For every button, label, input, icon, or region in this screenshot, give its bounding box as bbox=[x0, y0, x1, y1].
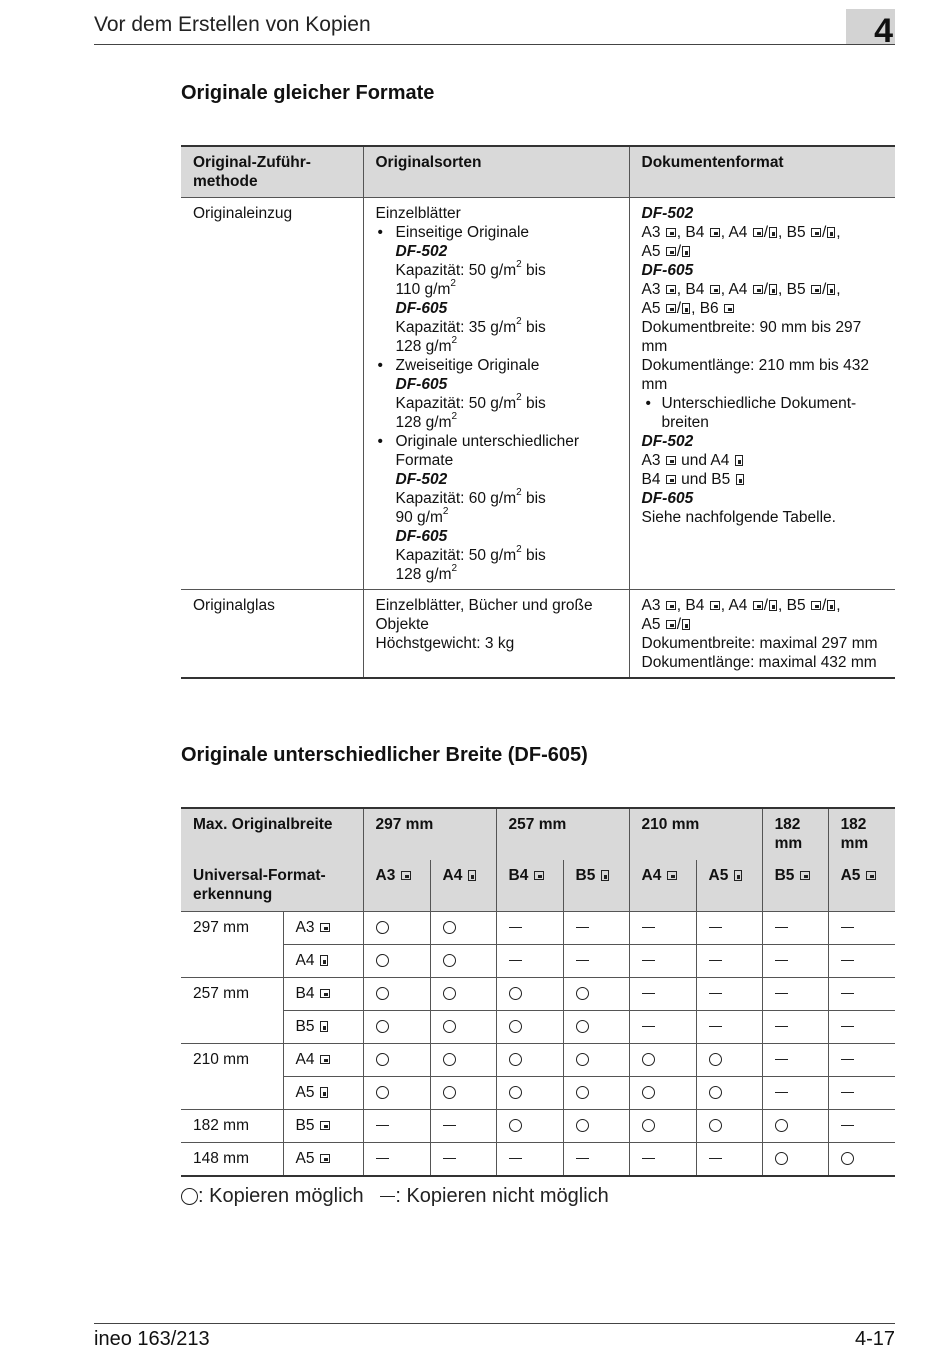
dash-icon bbox=[841, 993, 854, 994]
row-width: 148 mm bbox=[181, 1143, 283, 1177]
col-b5: B5 bbox=[762, 860, 828, 912]
portrait-icon bbox=[682, 619, 690, 630]
copy-cell bbox=[496, 1077, 563, 1110]
dash-icon bbox=[443, 1125, 456, 1126]
landscape-icon bbox=[811, 601, 821, 610]
circle-icon bbox=[443, 921, 456, 934]
landscape-icon bbox=[666, 304, 676, 313]
row-width: 297 mm bbox=[181, 912, 283, 945]
copy-cell bbox=[629, 1011, 696, 1044]
circle-icon bbox=[376, 1086, 389, 1099]
copy-cell bbox=[828, 1044, 895, 1077]
dash-icon bbox=[775, 960, 788, 961]
copy-cell bbox=[762, 1143, 828, 1177]
dash-icon bbox=[841, 1092, 854, 1093]
copy-cell bbox=[828, 1011, 895, 1044]
dash-icon bbox=[775, 1059, 788, 1060]
landscape-icon bbox=[753, 601, 763, 610]
landscape-icon bbox=[534, 871, 544, 880]
copy-cell bbox=[629, 912, 696, 945]
copy-cell bbox=[563, 1110, 629, 1143]
copy-cell bbox=[563, 978, 629, 1011]
portrait-icon bbox=[734, 870, 742, 881]
copy-cell bbox=[430, 1143, 496, 1177]
circle-icon bbox=[642, 1053, 655, 1066]
row-size: A4 bbox=[283, 945, 363, 978]
col-a4: A4 bbox=[430, 860, 496, 912]
portrait-icon bbox=[769, 284, 777, 295]
dash-icon bbox=[642, 1158, 655, 1159]
landscape-icon bbox=[667, 871, 677, 880]
copy-cell bbox=[363, 1011, 430, 1044]
landscape-icon bbox=[401, 871, 411, 880]
copy-cell bbox=[563, 1143, 629, 1177]
landscape-icon bbox=[710, 228, 720, 237]
circle-icon bbox=[509, 1053, 522, 1066]
circle-icon bbox=[709, 1086, 722, 1099]
circle-icon bbox=[376, 954, 389, 967]
circle-icon bbox=[443, 1086, 456, 1099]
row-width bbox=[181, 945, 283, 978]
copy-cell bbox=[363, 978, 430, 1011]
landscape-icon bbox=[666, 456, 676, 465]
portrait-icon bbox=[682, 246, 690, 257]
mixed-width-table bbox=[181, 807, 895, 1177]
table-row bbox=[181, 945, 895, 978]
circle-icon bbox=[576, 1086, 589, 1099]
circle-icon bbox=[376, 921, 389, 934]
portrait-icon bbox=[827, 227, 835, 238]
row-size: A5 bbox=[283, 1077, 363, 1110]
types-cell: Einzelblätter • Einseitige Originale DF-502 Kapazität: 50 $g/m^2$ bis 110 $g/m^2$ DF-605 Kapazität: 35 $g/m^2$ bis 128 $g/m^2$ • Zweiseitige Originale DF-605 Kapazität: 50 $g/m^2$ bis 128 $g/m^2$ • Originale unterschiedlicher Formate DF-502 Kapazität: 60 $g/m^2$ bis 90 $g/m^2$ DF-605 Kapazität: 50 $g/m^2$ bis 128 $g/m^2$ bbox=[363, 198, 629, 590]
dash-icon bbox=[576, 927, 589, 928]
copy-cell bbox=[696, 1110, 762, 1143]
copy-cell bbox=[629, 1110, 696, 1143]
row-width bbox=[181, 1077, 283, 1110]
col-header-types: Originalsorten bbox=[363, 146, 629, 198]
dash-icon bbox=[841, 927, 854, 928]
header-width-257: 257 mm bbox=[496, 808, 629, 860]
landscape-icon bbox=[811, 228, 821, 237]
circle-icon bbox=[576, 1119, 589, 1132]
dash-icon bbox=[642, 993, 655, 994]
landscape-icon bbox=[320, 1154, 330, 1163]
copy-cell bbox=[363, 1143, 430, 1177]
header-max-width: Max. Originalbreite bbox=[181, 808, 363, 860]
chapter-tab bbox=[846, 9, 895, 50]
dash-icon bbox=[709, 1026, 722, 1027]
copy-cell bbox=[828, 945, 895, 978]
landscape-icon bbox=[320, 923, 330, 932]
copy-cell bbox=[430, 912, 496, 945]
copy-cell bbox=[430, 1011, 496, 1044]
dash-icon bbox=[380, 1196, 395, 1197]
copy-cell bbox=[496, 1143, 563, 1177]
copy-cell bbox=[762, 945, 828, 978]
circle-icon bbox=[443, 954, 456, 967]
copy-cell bbox=[696, 1011, 762, 1044]
portrait-icon bbox=[601, 870, 609, 881]
chapter-number: 4 bbox=[874, 12, 893, 50]
landscape-icon bbox=[320, 1055, 330, 1064]
row-size: B5 bbox=[283, 1110, 363, 1143]
footer-model: ineo 163/213 bbox=[94, 1328, 210, 1350]
section-title-mixed-width: Originale unterschiedlicher Breite (DF-605) bbox=[181, 744, 588, 766]
copy-cell bbox=[828, 1077, 895, 1110]
types-cell: Einzelblätter, Bücher und große Objekte Höchstgewicht: 3 kg bbox=[363, 590, 629, 679]
table-row bbox=[181, 1077, 895, 1110]
landscape-icon bbox=[666, 601, 676, 610]
copy-cell bbox=[496, 1110, 563, 1143]
copy-cell bbox=[696, 978, 762, 1011]
portrait-icon bbox=[682, 303, 690, 314]
copy-cell bbox=[563, 1011, 629, 1044]
copy-cell bbox=[629, 1077, 696, 1110]
dash-icon bbox=[775, 993, 788, 994]
copy-cell bbox=[762, 1044, 828, 1077]
dash-icon bbox=[509, 927, 522, 928]
copy-cell bbox=[496, 945, 563, 978]
landscape-icon bbox=[753, 285, 763, 294]
row-size: B5 bbox=[283, 1011, 363, 1044]
portrait-icon bbox=[320, 1021, 328, 1032]
landscape-icon bbox=[320, 1121, 330, 1130]
table-row bbox=[181, 1011, 895, 1044]
landscape-icon bbox=[666, 228, 676, 237]
landscape-icon bbox=[724, 304, 734, 313]
copy-cell bbox=[430, 1077, 496, 1110]
copy-cell bbox=[363, 1110, 430, 1143]
col-header-method: Original-Zuführ- methode bbox=[181, 146, 363, 198]
table-row bbox=[181, 590, 895, 679]
circle-icon bbox=[709, 1053, 722, 1066]
copy-cell bbox=[430, 978, 496, 1011]
dash-icon bbox=[775, 1092, 788, 1093]
dash-icon bbox=[509, 1158, 522, 1159]
circle-icon bbox=[709, 1119, 722, 1132]
format-cell: A3 , B4 , A4 / , B5 / , A5 / Dokumentbreite: maximal 297 mm Dokumentlänge: maximal 432 mm bbox=[629, 590, 895, 679]
col-a5: A5 bbox=[828, 860, 895, 912]
copy-cell bbox=[563, 912, 629, 945]
header-width-210: 210 mm bbox=[629, 808, 762, 860]
landscape-icon bbox=[753, 228, 763, 237]
header-width-297: 297 mm bbox=[363, 808, 496, 860]
landscape-icon bbox=[710, 601, 720, 610]
dash-icon bbox=[841, 960, 854, 961]
dash-icon bbox=[709, 993, 722, 994]
dash-icon bbox=[775, 927, 788, 928]
table-row bbox=[181, 1110, 895, 1143]
table-row bbox=[181, 1143, 895, 1177]
circle-icon bbox=[181, 1188, 198, 1205]
dash-icon bbox=[509, 960, 522, 961]
row-width: 257 mm bbox=[181, 978, 283, 1011]
header-rule bbox=[94, 44, 895, 45]
col-b5: B5 bbox=[563, 860, 629, 912]
copy-cell bbox=[696, 1143, 762, 1177]
copy-cell bbox=[762, 912, 828, 945]
portrait-icon bbox=[735, 455, 743, 466]
table-row bbox=[181, 1044, 895, 1077]
circle-icon bbox=[443, 1053, 456, 1066]
copy-cell bbox=[430, 1044, 496, 1077]
circle-icon bbox=[576, 1020, 589, 1033]
copy-cell bbox=[629, 945, 696, 978]
legend: : Kopieren möglich : Kopieren nicht möglich bbox=[181, 1185, 609, 1208]
table-row bbox=[181, 912, 895, 945]
circle-icon bbox=[576, 1053, 589, 1066]
col-a3: A3 bbox=[363, 860, 430, 912]
running-header-title: Vor dem Erstellen von Kopien bbox=[94, 13, 371, 36]
row-width: 182 mm bbox=[181, 1110, 283, 1143]
method-cell: Originaleinzug bbox=[181, 198, 363, 590]
circle-icon bbox=[775, 1119, 788, 1132]
table-row bbox=[181, 978, 895, 1011]
copy-cell bbox=[762, 1077, 828, 1110]
copy-cell bbox=[496, 912, 563, 945]
dash-icon bbox=[841, 1059, 854, 1060]
copy-cell bbox=[828, 978, 895, 1011]
copy-cell bbox=[496, 1044, 563, 1077]
circle-icon bbox=[509, 1086, 522, 1099]
circle-icon bbox=[376, 987, 389, 1000]
col-header-format: Dokumentenformat bbox=[629, 146, 895, 198]
circle-icon bbox=[841, 1152, 854, 1165]
dash-icon bbox=[709, 1158, 722, 1159]
row-size: B4 bbox=[283, 978, 363, 1011]
copy-cell bbox=[430, 1110, 496, 1143]
dash-icon bbox=[841, 1125, 854, 1126]
copy-cell bbox=[363, 1077, 430, 1110]
header-width-182: 182 mm bbox=[828, 808, 895, 860]
portrait-icon bbox=[827, 284, 835, 295]
copy-cell bbox=[828, 1143, 895, 1177]
copy-cell bbox=[363, 1044, 430, 1077]
copy-cell bbox=[563, 1044, 629, 1077]
circle-icon bbox=[376, 1020, 389, 1033]
dash-icon bbox=[709, 960, 722, 961]
dash-icon bbox=[576, 960, 589, 961]
circle-icon bbox=[642, 1086, 655, 1099]
dash-icon bbox=[376, 1158, 389, 1159]
copy-cell bbox=[363, 945, 430, 978]
dash-icon bbox=[576, 1158, 589, 1159]
method-cell: Originalglas bbox=[181, 590, 363, 679]
copy-cell bbox=[696, 1044, 762, 1077]
landscape-icon bbox=[666, 475, 676, 484]
portrait-icon bbox=[827, 600, 835, 611]
landscape-icon bbox=[800, 871, 810, 880]
portrait-icon bbox=[769, 600, 777, 611]
landscape-icon bbox=[710, 285, 720, 294]
circle-icon bbox=[509, 1020, 522, 1033]
circle-icon bbox=[775, 1152, 788, 1165]
dash-icon bbox=[642, 1026, 655, 1027]
dash-icon bbox=[709, 927, 722, 928]
copy-cell bbox=[496, 978, 563, 1011]
col-a5: A5 bbox=[696, 860, 762, 912]
portrait-icon bbox=[736, 474, 744, 485]
copy-cell bbox=[363, 912, 430, 945]
dash-icon bbox=[443, 1158, 456, 1159]
footer-page-number: 4-17 bbox=[854, 1328, 895, 1350]
copy-cell bbox=[629, 1143, 696, 1177]
copy-cell bbox=[563, 1077, 629, 1110]
circle-icon bbox=[443, 987, 456, 1000]
header-width-182: 182 mm bbox=[762, 808, 828, 860]
row-size: A5 bbox=[283, 1143, 363, 1177]
circle-icon bbox=[576, 987, 589, 1000]
landscape-icon bbox=[866, 871, 876, 880]
dash-icon bbox=[841, 1026, 854, 1027]
same-format-table bbox=[181, 145, 895, 679]
copy-cell bbox=[762, 1110, 828, 1143]
circle-icon bbox=[642, 1119, 655, 1132]
col-b4: B4 bbox=[496, 860, 563, 912]
dash-icon bbox=[376, 1125, 389, 1126]
circle-icon bbox=[509, 987, 522, 1000]
row-size: A4 bbox=[283, 1044, 363, 1077]
table-row bbox=[181, 198, 895, 590]
copy-cell bbox=[430, 945, 496, 978]
copy-cell bbox=[762, 978, 828, 1011]
dash-icon bbox=[642, 960, 655, 961]
row-width: 210 mm bbox=[181, 1044, 283, 1077]
row-size: A3 bbox=[283, 912, 363, 945]
portrait-icon bbox=[320, 1087, 328, 1098]
copy-cell bbox=[629, 978, 696, 1011]
format-cell: DF-502 A3 , B4 , A4 / , B5 / , A5 / DF-605 A3 , B4 , A4 / , B5 / , A5 / , B6 Dokumentbreite: 90 mm bis 297 mm Dokumentlänge: 210 mm bis 432 mm • Unterschiedliche Dokument-breiten DF-502 A3 und A4 B4 und B5 DF-605 Siehe nachfolgende Tabelle. bbox=[629, 198, 895, 590]
dash-icon bbox=[775, 1026, 788, 1027]
copy-cell bbox=[696, 945, 762, 978]
copy-cell bbox=[496, 1011, 563, 1044]
circle-icon bbox=[509, 1119, 522, 1132]
portrait-icon bbox=[468, 870, 476, 881]
landscape-icon bbox=[666, 620, 676, 629]
section-title-same-formats: Originale gleicher Formate bbox=[181, 82, 435, 104]
row-width bbox=[181, 1011, 283, 1044]
landscape-icon bbox=[811, 285, 821, 294]
portrait-icon bbox=[320, 955, 328, 966]
header-universal-format: Universal-Format-erkennung bbox=[181, 860, 363, 912]
landscape-icon bbox=[666, 247, 676, 256]
copy-cell bbox=[563, 945, 629, 978]
copy-cell bbox=[629, 1044, 696, 1077]
circle-icon bbox=[376, 1053, 389, 1066]
landscape-icon bbox=[666, 285, 676, 294]
copy-cell bbox=[762, 1011, 828, 1044]
copy-cell bbox=[828, 1110, 895, 1143]
copy-cell bbox=[696, 912, 762, 945]
landscape-icon bbox=[320, 989, 330, 998]
portrait-icon bbox=[769, 227, 777, 238]
copy-cell bbox=[828, 912, 895, 945]
col-a4: A4 bbox=[629, 860, 696, 912]
copy-cell bbox=[696, 1077, 762, 1110]
dash-icon bbox=[642, 927, 655, 928]
circle-icon bbox=[443, 1020, 456, 1033]
footer-rule bbox=[94, 1323, 895, 1324]
